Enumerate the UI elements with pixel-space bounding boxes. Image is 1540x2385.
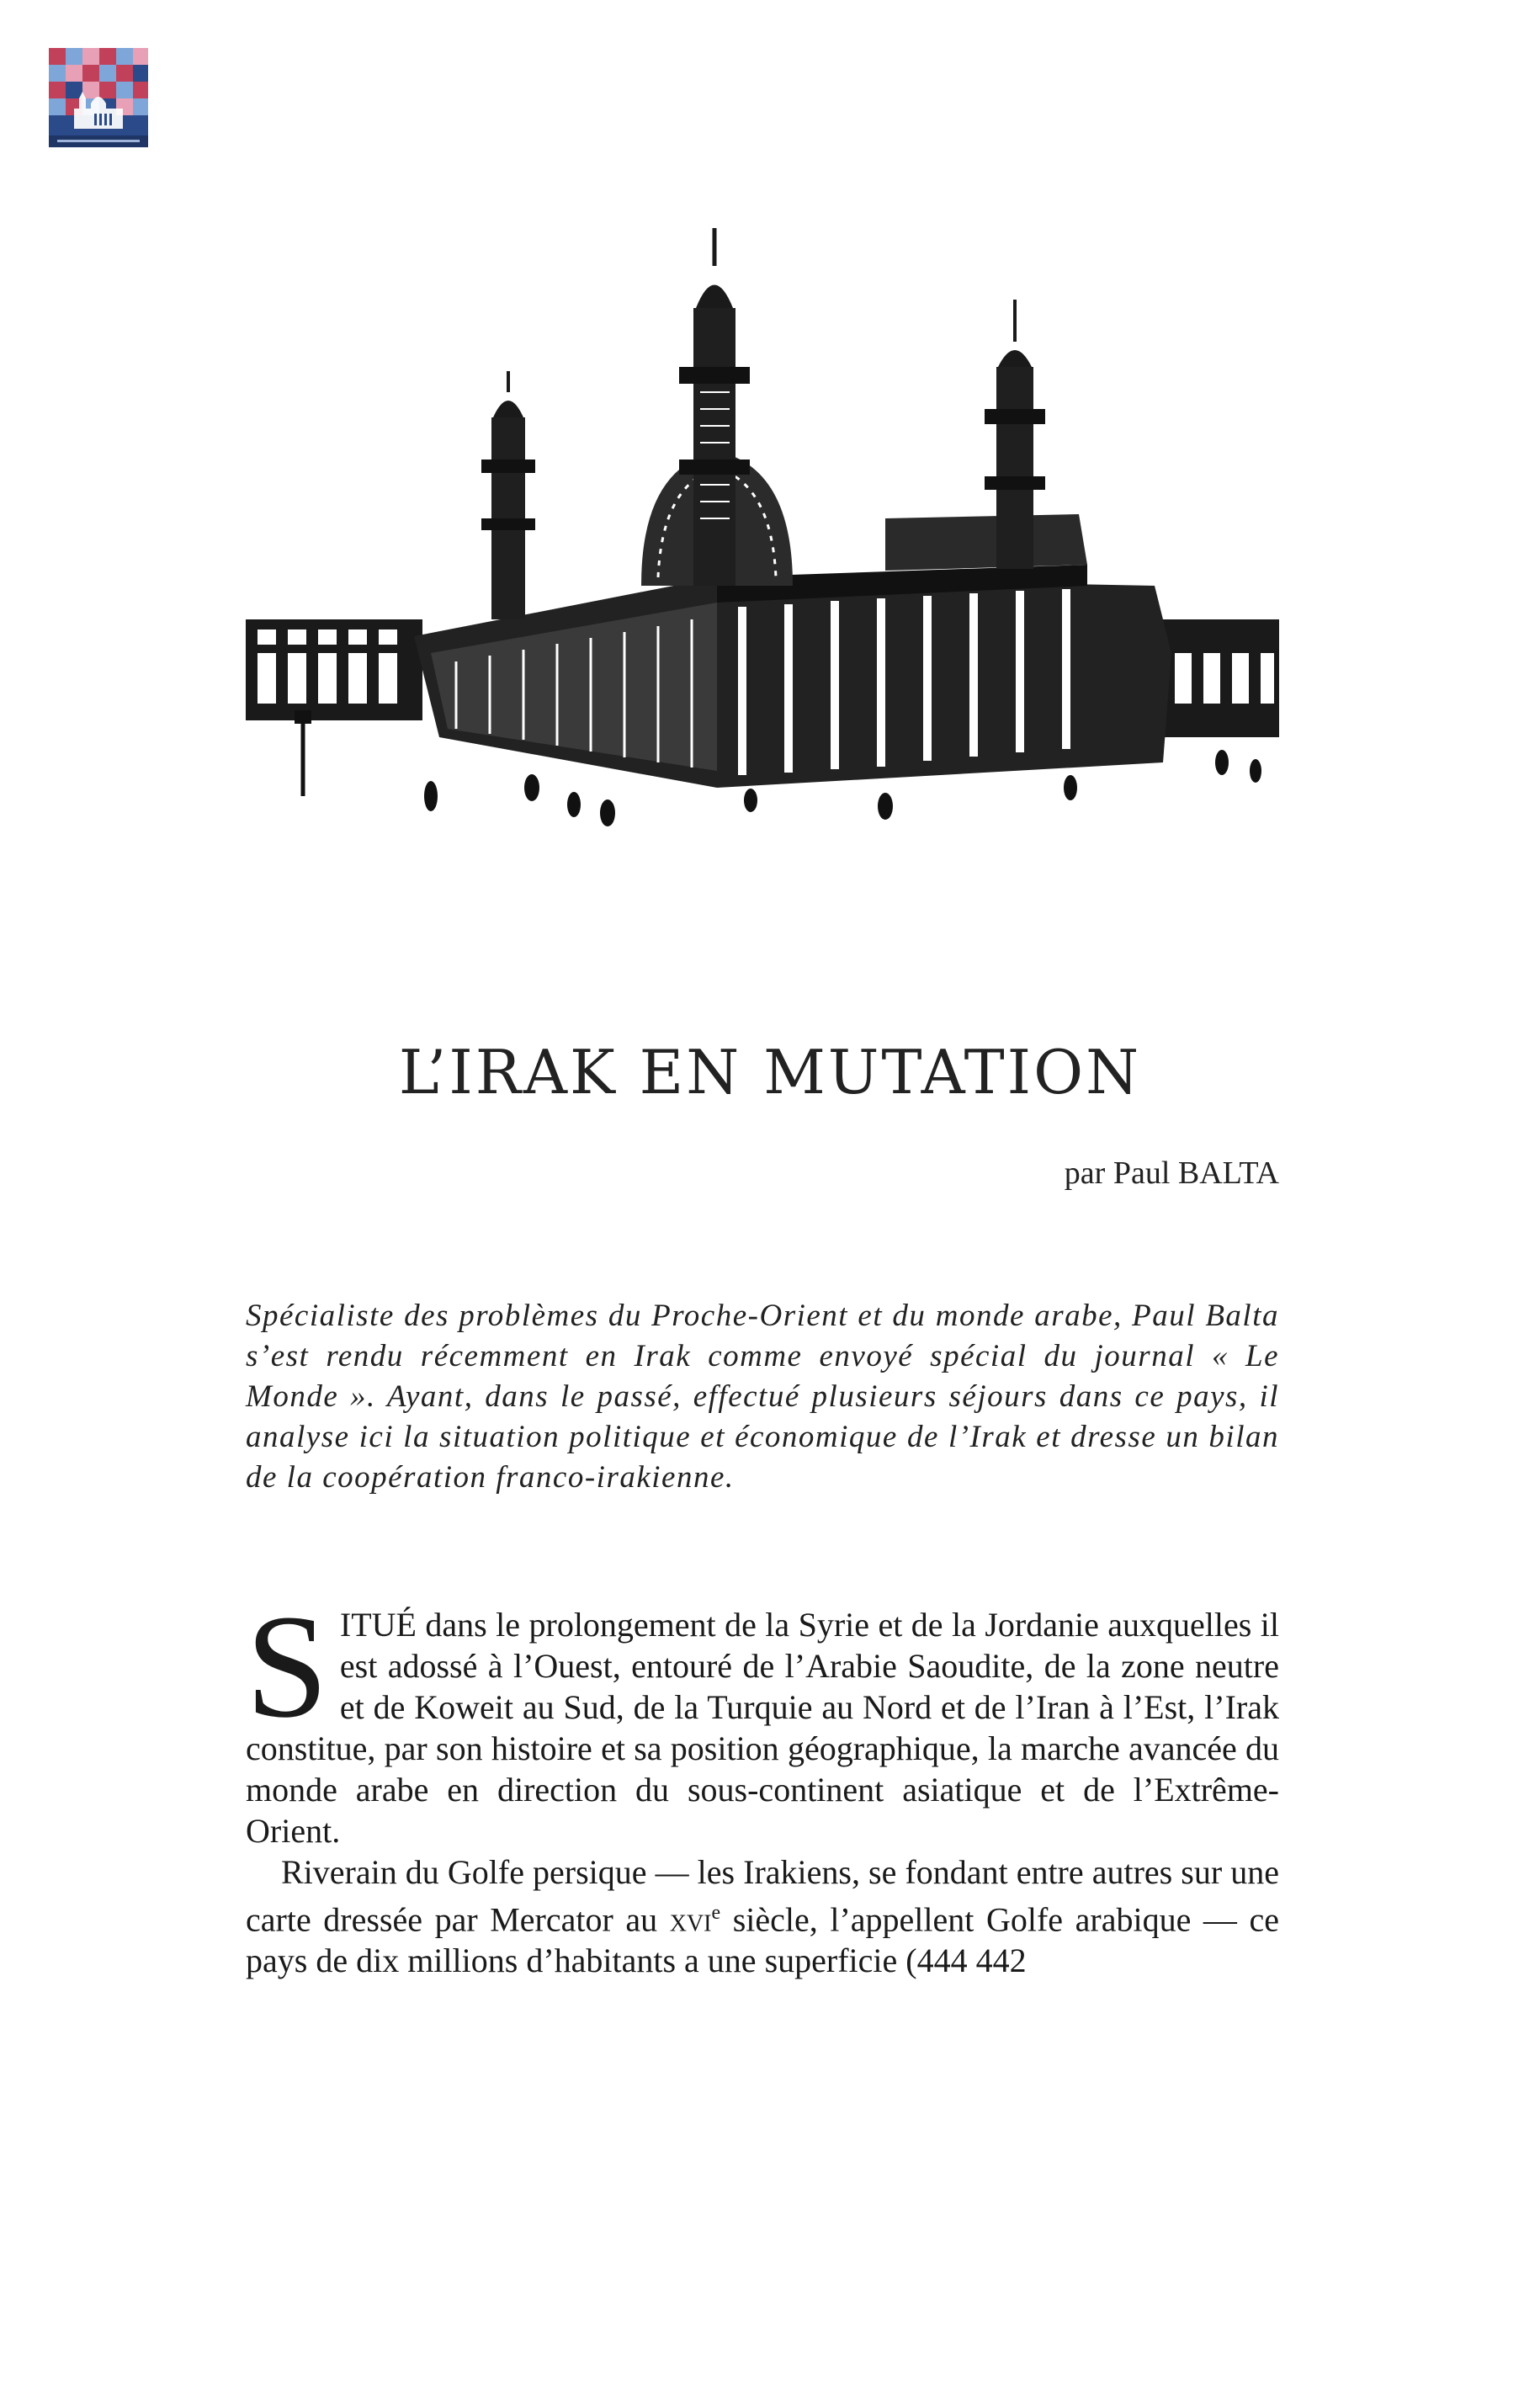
paragraph-1 [246, 1585, 1279, 1851]
mosque-engraving-icon [246, 182, 1279, 838]
mosque-illustration [246, 182, 1279, 838]
article-intro: Spécialiste des problèmes du Proche-Orient et du monde arabe, Paul Balta s’est rendu récemment en Irak comme envoyé spécial du journal « Le Monde ». Ayant, dans le passé, effectué plusieurs séjours dans ce pays, il analyse ici la situation politique et économique de l’Irak et dresse un bilan de la coopération franco-irakienne. [246, 1299, 1279, 1495]
paragraph-2-after: siècle, l’appellent Golfe arabique — ce pays de dix millions d’habitants a une superficie (444 442 [246, 1900, 1279, 1980]
article-title: L’IRAK EN MUTATION [398, 1037, 1142, 1108]
paragraph-lead-word: ITUÉ [339, 1606, 417, 1644]
paragraph-2-before: Riverain du Golfe persique — les Irakiens, se fondant entre autres sur une carte dressée par Mercator au [246, 1853, 1279, 1939]
publisher-logo [49, 48, 148, 147]
library-building-icon [49, 48, 148, 147]
century-superscript: e [711, 1902, 721, 1924]
article-body [246, 1585, 1279, 1981]
paragraph-1-text: dans le prolongement de la Syrie et de la Jordanie auxquelles il est adossé à l’Ouest, entouré de l’Arabie Saoudite, de la zone neutre et de Koweit au Sud, de la Turquie au Nord et de l’Iran à l’Est, l’Irak constitue, par son histoire et sa position géographique, la marche avancée du monde arabe en direction du sous-continent asiatique et de l’Extrême-Orient. [246, 1606, 1279, 1850]
century-numeral: xvi [669, 1900, 712, 1939]
article-byline: par Paul BALTA [1064, 1155, 1279, 1191]
drop-cap: S [246, 1585, 328, 1749]
paragraph-2 [246, 1851, 1279, 1981]
